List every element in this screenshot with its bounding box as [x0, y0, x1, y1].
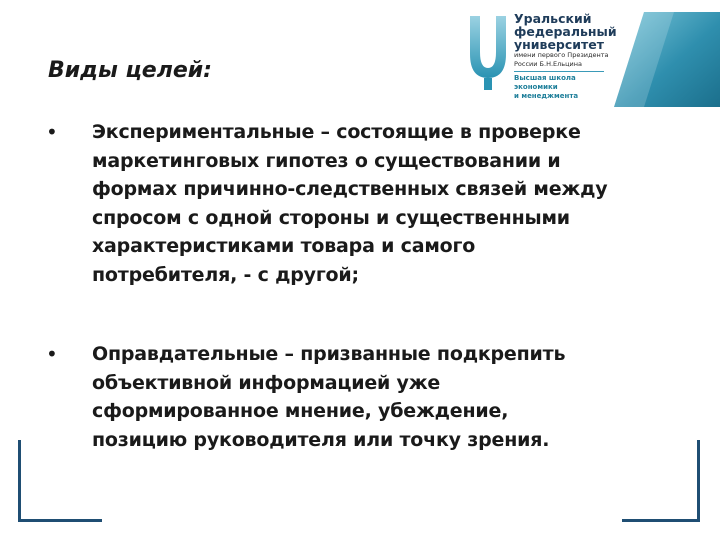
frame-corner-bottom-left	[18, 519, 102, 522]
bullet-line: формах причинно-следственных связей между	[92, 178, 608, 200]
bullet-item	[46, 340, 666, 454]
logo-name-line: федеральный	[514, 24, 617, 39]
bullet-line: характеристиками товара и самого	[92, 235, 476, 257]
urfu-u-logo-icon	[466, 12, 510, 92]
slide-title: Виды целей:	[48, 58, 212, 83]
logo-school-line: Высшая школа	[514, 74, 576, 82]
logo-school-line: и менеджмента	[514, 92, 579, 100]
frame-corner-bottom-left	[18, 440, 21, 522]
bullet-line: объективной информацией уже	[92, 371, 441, 394]
bullet-text	[92, 118, 666, 289]
bullet-marker: •	[46, 120, 58, 144]
frame-corner-bottom-right	[697, 440, 700, 522]
logo-divider	[514, 71, 604, 72]
bullet-line: Оправдательные – призванные подкрепить	[92, 343, 566, 365]
logo-school-line: экономики	[514, 83, 558, 91]
logo-subtitle-line: России Б.Н.Ельцина	[514, 60, 583, 68]
logo-wordmark	[514, 12, 617, 101]
bullet-line: спросом с одной стороны и существенными	[92, 206, 570, 229]
bullet-line: маркетинговых гипотез о существовании и	[92, 149, 561, 172]
logo-name-line: университет	[514, 37, 605, 52]
logo-subtitle-line: имени первого Президента	[514, 51, 609, 59]
bullet-item	[46, 118, 666, 289]
bullet-list	[46, 118, 666, 454]
frame-corner-bottom-right	[622, 519, 700, 522]
bullet-marker: •	[46, 342, 58, 366]
bullet-text	[92, 340, 666, 454]
decorative-stripe	[614, 12, 720, 107]
bullet-line: сформированное мнение, убеждение,	[92, 400, 509, 422]
logo-name-line: Уральский	[514, 11, 592, 26]
bullet-line: позицию руководителя или точку зрения.	[92, 428, 550, 451]
university-logo	[466, 12, 720, 107]
bullet-line: Экспериментальные – состоящие в проверке	[92, 121, 581, 143]
bullet-line: потребителя, - с другой;	[92, 263, 359, 286]
